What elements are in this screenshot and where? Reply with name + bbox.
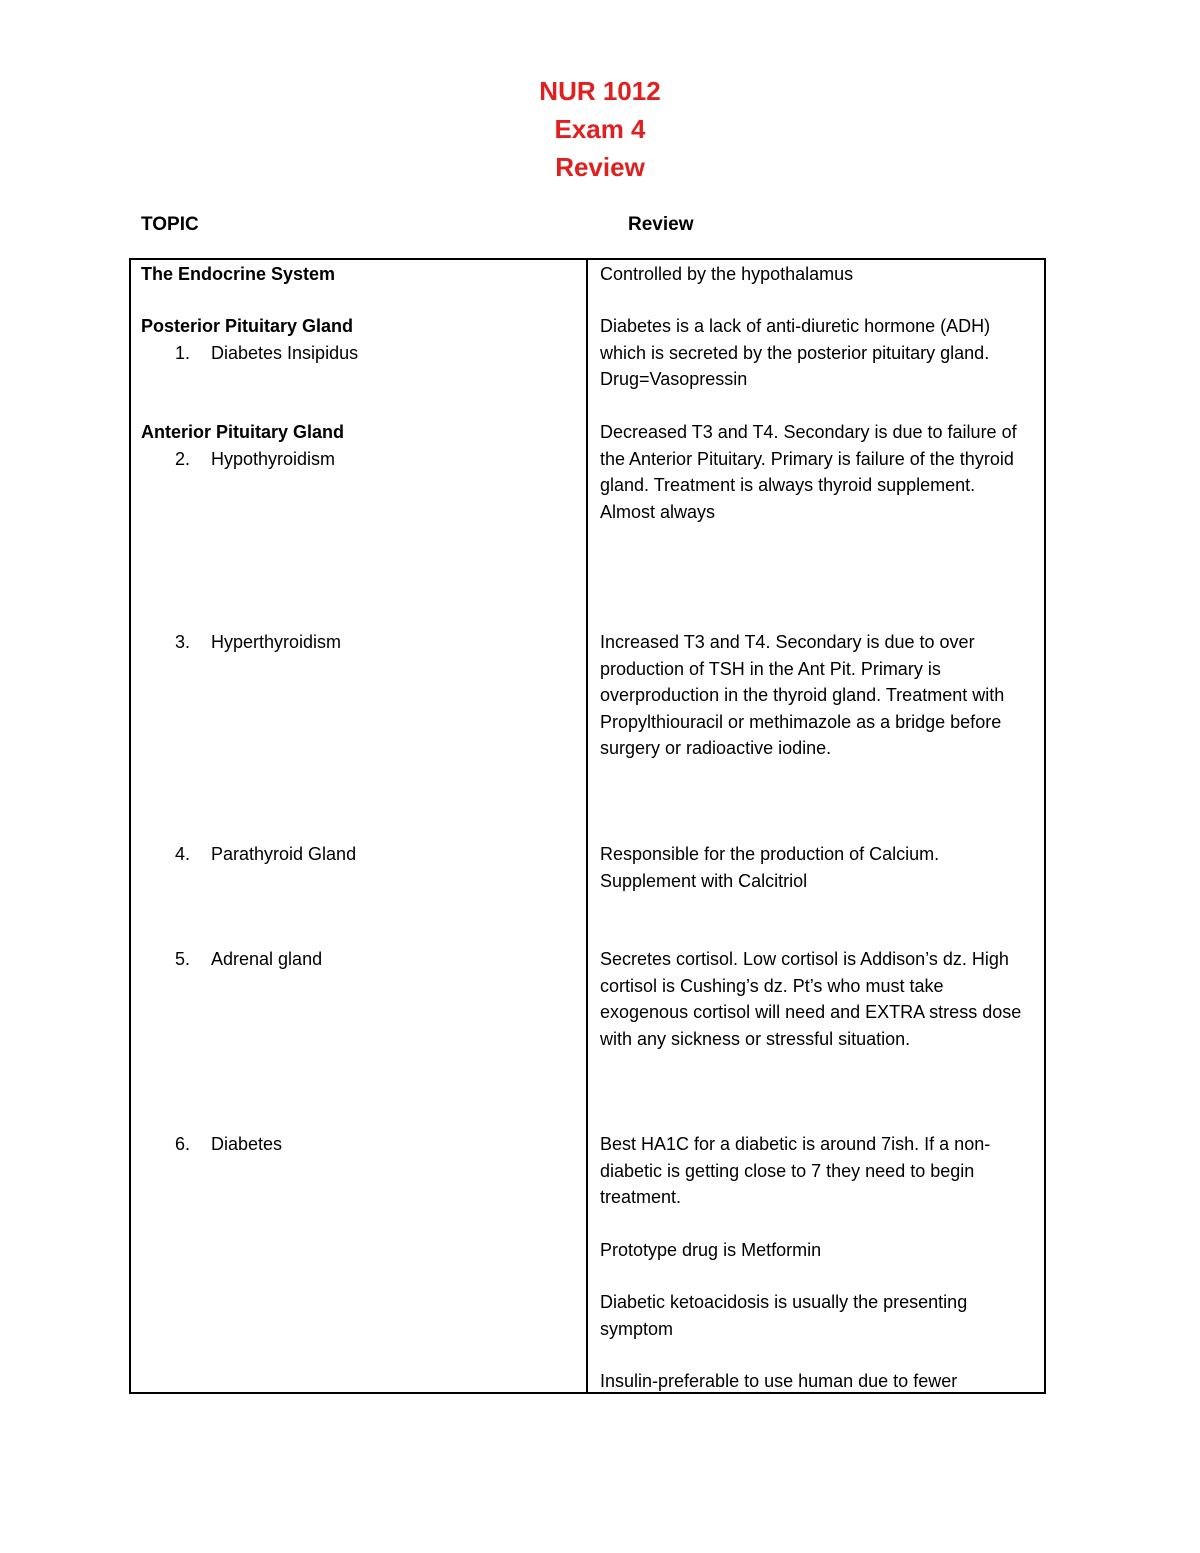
heading-posterior-pituitary: Posterior Pituitary Gland [141, 316, 354, 336]
list-number-4: 4. [175, 844, 191, 864]
document-title [0, 72, 1200, 186]
column-header-topic: TOPIC [141, 214, 199, 235]
review-diabetes-hba1c: Best HA1C for a diabetic is around 7ish. If a non-diabetic is getting close to 7 they need to begin treatment. [600, 1134, 991, 1207]
review-adrenal-gland: Secretes cortisol. Low cortisol is Addison’s dz. High cortisol is Cushing’s dz. Pt’s who must take exogenous cortisol will need and EXTRA stress dose with any sickness or stressful situation. [600, 949, 1022, 1049]
heading-anterior-pituitary: Anterior Pituitary Gland [141, 422, 345, 442]
topic-endocrine-system: The Endocrine System [141, 264, 336, 284]
topic-hypothyroidism: Hypothyroidism [211, 449, 336, 469]
topic-diabetes: Diabetes [211, 1134, 283, 1154]
topic-diabetes-insipidus: Diabetes Insipidus [211, 343, 359, 363]
topic-hyperthyroidism: Hyperthyroidism [211, 632, 342, 652]
review-diabetes-dka: Diabetic ketoacidosis is usually the presenting symptom [600, 1292, 968, 1339]
list-number-5: 5. [175, 949, 191, 969]
review-diabetes-metformin: Prototype drug is Metformin [600, 1240, 822, 1260]
column-header-review: Review [628, 214, 694, 235]
list-number-3: 3. [175, 632, 191, 652]
review-hyperthyroidism: Increased T3 and T4. Secondary is due to over production of TSH in the Ant Pit. Primary is overproduction in the thyroid gland. Treatment with Propylthiouracil or methimazole as a bridge before surgery or radioactive iodine. [600, 632, 1005, 758]
list-number-2: 2. [175, 449, 191, 469]
title-course: NUR 1012 [539, 76, 661, 106]
topic-parathyroid-gland: Parathyroid Gland [211, 844, 357, 864]
list-number-6: 6. [175, 1134, 191, 1154]
review-diabetes-insipidus: Diabetes is a lack of anti-diuretic hormone (ADH) which is secreted by the posterior pituitary gland. Drug=Vasopressin [600, 316, 991, 389]
title-review: Review [555, 152, 645, 182]
column-divider [586, 258, 588, 1394]
list-number-1: 1. [175, 343, 191, 363]
review-endocrine-system: Controlled by the hypothalamus [600, 264, 854, 284]
review-parathyroid-gland: Responsible for the production of Calcium. Supplement with Calcitriol [600, 844, 940, 891]
review-hypothyroidism: Decreased T3 and T4. Secondary is due to failure of the Anterior Pituitary. Primary is failure of the thyroid gland. Treatment is always thyroid supplement. Almost always [600, 422, 1017, 522]
title-exam: Exam 4 [554, 114, 646, 144]
review-diabetes-insulin: Insulin-preferable to use human due to fewer [600, 1371, 958, 1391]
topic-adrenal-gland: Adrenal gland [211, 949, 323, 969]
